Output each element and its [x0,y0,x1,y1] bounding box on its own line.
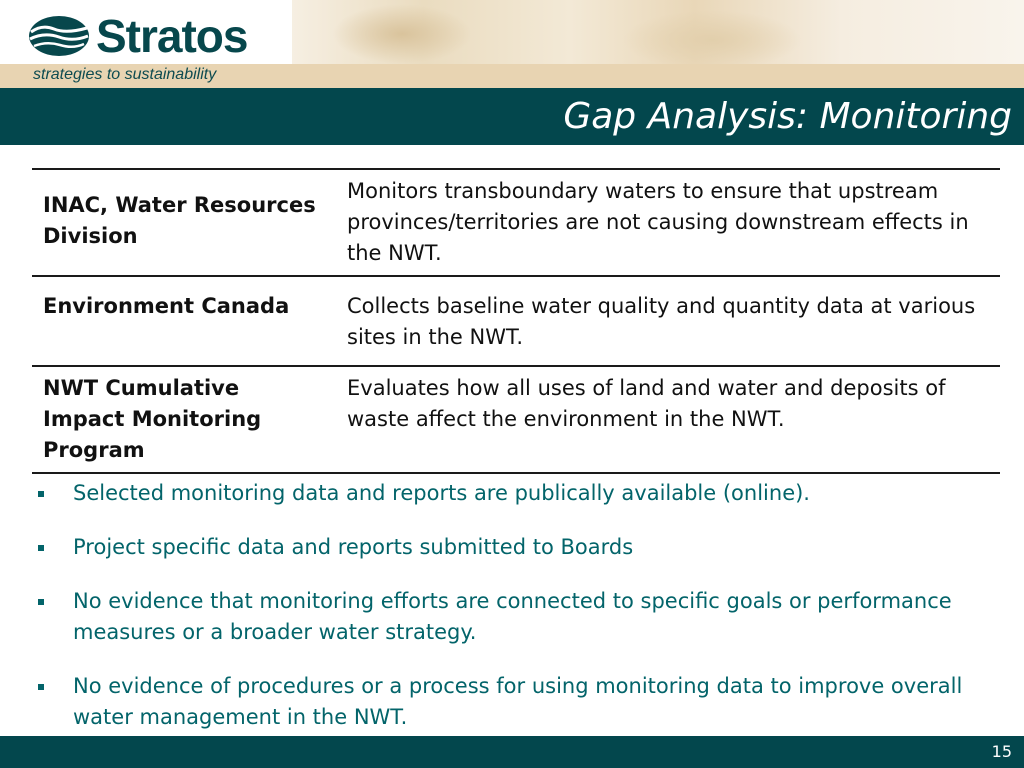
globe-logo-icon [28,15,90,57]
list-item [36,671,996,733]
list-item [36,586,996,648]
bullet-square-icon [38,599,44,605]
bullet-text: Selected monitoring data and reports are publically available (online). [73,481,810,505]
table-cell-description: Collects baseline water quality and quantity data at various sites in the NWT. [336,276,1000,366]
stratos-logo [28,8,247,64]
footer-bar [0,736,1024,768]
list-item [36,478,996,509]
table-row [32,276,1000,366]
bullet-text: Project specific data and reports submitted to Boards [73,535,634,559]
table-row [32,169,1000,276]
photo-texture [332,4,472,64]
page-number: 15 [991,742,1012,761]
bullet-text: No evidence that monitoring efforts are connected to specific goals or performance measures or a broader water strategy. [73,589,952,644]
bullet-square-icon [38,545,44,551]
table-cell-description: Monitors transboundary waters to ensure that upstream provinces/territories are not causing downstream effects in the NWT. [336,169,1000,276]
list-item [36,532,996,563]
bullet-square-icon [38,684,44,690]
logo-wordmark: Stratos [96,10,248,62]
slide-title: Gap Analysis: Monitoring [563,96,1012,137]
table-cell-description: Evaluates how all uses of land and water and deposits of waste affect the environment in the NWT. [336,366,1000,473]
photo-texture [622,10,802,70]
table-row [32,366,1000,473]
table-cell-organization: NWT Cumulative Impact Monitoring Program [32,366,336,473]
table-cell-organization: Environment Canada [32,276,336,366]
table-cell-organization: INAC, Water Resources Division [32,169,336,276]
monitoring-table [32,168,1000,474]
bullet-list [36,478,996,756]
title-bar [0,88,1024,145]
bullet-text: No evidence of procedures or a process for using monitoring data to improve overall water management in the NWT. [73,674,963,729]
brand-tagline: strategies to sustainability [33,66,217,83]
bullet-square-icon [38,491,44,497]
